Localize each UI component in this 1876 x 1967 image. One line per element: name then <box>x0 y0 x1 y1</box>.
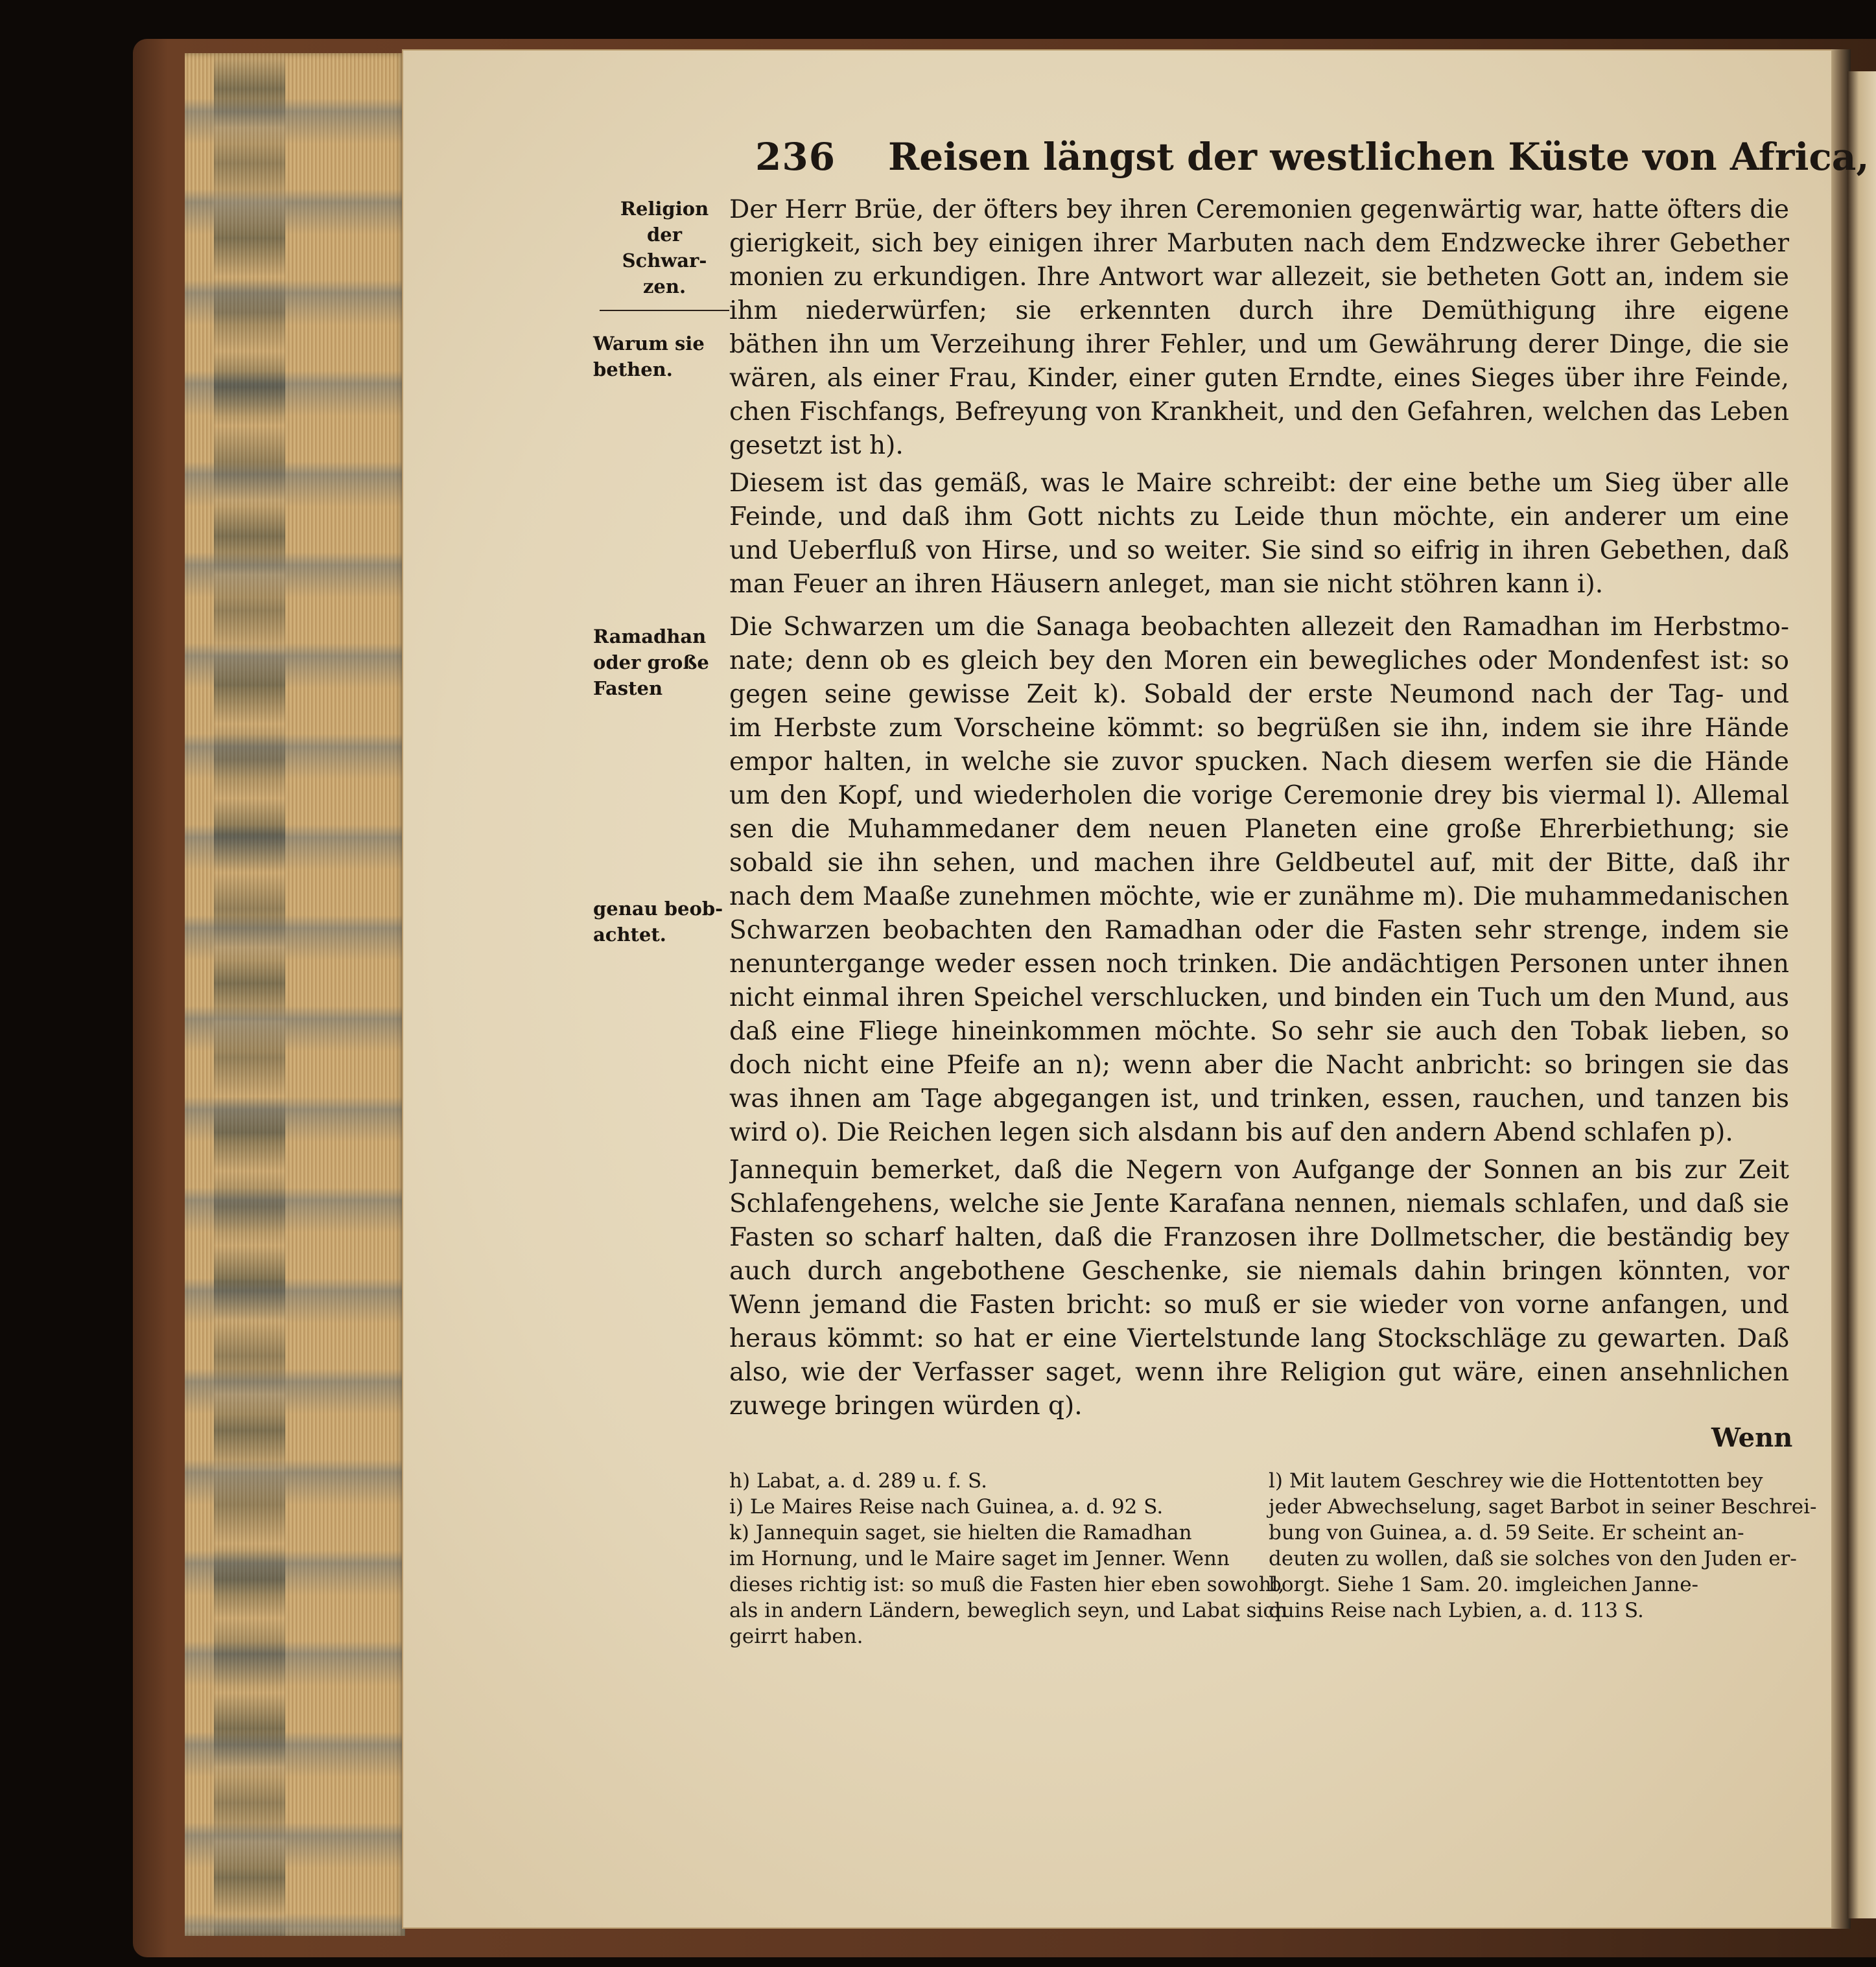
text-line: Feinde, und daß ihm Gott nichts zu Leide thun möchte, ein anderer um eine <box>729 502 1789 531</box>
text-line: gegen seine gewisse Zeit k). Sobald der erste Neumond nach der Tag- und <box>729 680 1789 709</box>
text-line: monien zu erkundigen. Ihre Antwort war allezeit, sie betheten Gott an, indem sie <box>729 262 1789 292</box>
text-line: zuwege bringen würden q). <box>729 1391 1083 1421</box>
text-line: Wenn jemand die Fasten bricht: so muß er sie wieder von vorne anfangen, und <box>729 1290 1789 1320</box>
margin-note-line: achtet. <box>593 924 666 946</box>
footnote-line: als in andern Ländern, beweglich seyn, und Labat sich <box>729 1599 1287 1622</box>
margin-brace-rule <box>600 310 729 311</box>
text-line: bäthen ihn um Verzeihung ihrer Fehler, und um Gewährung derer Dinge, die sie <box>729 330 1789 359</box>
footnote-line: im Hornung, und le Maire saget im Jenner. Wenn <box>729 1547 1230 1570</box>
text-line: nach dem Maaße zunehmen möchte, wie er zunähme m). Die muhammedanischen <box>729 882 1789 911</box>
margin-note-religion <box>609 196 720 299</box>
margin-note-line: Ramadhan <box>593 625 707 647</box>
margin-note-line: Schwar- <box>622 250 707 272</box>
footnotes-right <box>1269 1468 1817 1624</box>
footnote-line: deuten zu wollen, daß sie solches von den Juden er- <box>1269 1547 1797 1570</box>
text-line: heraus kömmt: so hat er eine Viertelstunde lang Stockschläge zu gewarten. Daß <box>729 1324 1789 1353</box>
catchword: Wenn <box>1711 1423 1793 1453</box>
text-line: Schlafengehens, welche sie Jente Karafana nennen, niemals schlafen, und daß sie <box>729 1189 1789 1218</box>
paragraph-3 <box>729 611 1789 1150</box>
margin-note-line: Fasten <box>593 677 663 699</box>
margin-note-line: zen. <box>642 275 686 297</box>
text-line: was ihnen am Tage abgegangen ist, und trinken, essen, rauchen, und tanzen bis <box>729 1084 1789 1113</box>
margin-note-line: Religion <box>620 198 709 220</box>
text-line: sen die Muhammedaner dem neuen Planeten eine große Ehrerbiethung; sie <box>729 815 1789 844</box>
text-line: Fasten so scharf halten, daß die Franzosen ihre Dollmetscher, die beständig bey <box>729 1223 1789 1252</box>
paragraph-1 <box>729 193 1789 463</box>
margin-note-ramadhan <box>593 623 709 701</box>
text-line: ihm niederwürfen; sie erkennten durch ihre Demüthigung ihre eigene <box>729 296 1789 325</box>
text-line: nate; denn ob es gleich bey den Moren ein bewegliches oder Mondenfest ist: so <box>729 646 1789 675</box>
text-line: auch durch angebothene Geschenke, sie niemals dahin bringen könnten, vor <box>729 1257 1789 1286</box>
text-line: Der Herr Brüe, der öfters bey ihren Ceremonien gegenwärtig war, hatte öfters die <box>729 195 1789 224</box>
text-line: also, wie der Verfasser saget, wenn ihre Religion gut wäre, einen ansehnlichen <box>729 1358 1789 1387</box>
footnote-line: jeder Abwechselung, saget Barbot in seiner Beschrei- <box>1269 1495 1817 1519</box>
text-line: nenuntergange weder essen noch trinken. Die andächtigen Personen unter ihnen <box>729 949 1789 979</box>
footnote-line: h) Labat, a. d. 289 u. f. S. <box>729 1469 987 1493</box>
margin-note-line: der <box>646 224 682 246</box>
text-line: Diesem ist das gemäß, was le Maire schreibt: der eine bethe um Sieg über alle <box>729 469 1789 498</box>
footnote-line: dieses richtig ist: so muß die Fasten hier eben sowohl, <box>729 1573 1285 1596</box>
running-head: Reisen längst der westlichen Küste von Africa, <box>888 135 1870 179</box>
margin-note-warum <box>593 331 705 382</box>
text-line: Schwarzen beobachten den Ramadhan oder die Fasten sehr strenge, indem sie <box>729 916 1789 945</box>
text-line: daß eine Fliege hineinkommen möchte. So sehr sie auch den Tobak lieben, so <box>729 1017 1789 1046</box>
paragraph-4 <box>729 1154 1789 1423</box>
text-line: wären, als einer Frau, Kinder, einer guten Erndte, eines Sieges über ihre Feinde, <box>729 364 1789 393</box>
facing-page-edge <box>1847 71 1876 1918</box>
margin-note-line: bethen. <box>593 358 673 380</box>
text-line: und Ueberfluß von Hirse, und so weiter. Sie sind so eifrig in ihren Gebethen, daß <box>729 536 1789 565</box>
text-line: um den Kopf, und wiederholen die vorige Ceremonie drey bis viermal l). Allemal <box>729 781 1789 810</box>
text-line: wird o). Die Reichen legen sich alsdann bis auf den andern Abend schlafen p). <box>729 1118 1733 1147</box>
text-line: empor halten, in welche sie zuvor spucken. Nach diesem werfen sie die Hände <box>729 747 1789 776</box>
margin-note-line: oder große <box>593 651 709 673</box>
footnote-line: geirrt haben. <box>729 1625 863 1648</box>
page-edges-shading <box>214 53 285 1936</box>
footnote-line: k) Jannequin saget, sie hielten die Ramadhan <box>729 1521 1192 1544</box>
text-line: Die Schwarzen um die Sanaga beobachten allezeit den Ramadhan im Herbstmo- <box>729 612 1789 642</box>
margin-note-line: genau beob- <box>593 898 723 920</box>
footnote-line: l) Mit lautem Geschrey wie die Hottentotten bey <box>1269 1469 1763 1493</box>
margin-note-line: Warum sie <box>593 332 705 355</box>
text-line: im Herbste zum Vorscheine kömmt: so begrüßen sie ihn, indem sie ihre Hände <box>729 714 1789 743</box>
footnote-line: bung von Guinea, a. d. 59 Seite. Er scheint an- <box>1269 1521 1744 1544</box>
footnotes-left <box>729 1468 1287 1649</box>
footnote-line: borgt. Siehe 1 Sam. 20. imgleichen Janne- <box>1269 1573 1699 1596</box>
text-line: gesetzt ist h). <box>729 431 904 460</box>
footnote-line: i) Le Maires Reise nach Guinea, a. d. 92 S. <box>729 1495 1164 1519</box>
text-line: sobald sie ihn sehen, und machen ihre Geldbeutel auf, mit der Bitte, daß ihr <box>729 848 1789 878</box>
text-line: chen Fischfangs, Befreyung von Krankheit, und den Gefahren, welchen das Leben <box>729 397 1789 426</box>
text-line: Jannequin bemerket, daß die Negern von Aufgange der Sonnen an bis zur Zeit <box>729 1156 1789 1185</box>
text-line: nicht einmal ihren Speichel verschlucken, und binden ein Tuch um den Mund, aus <box>729 983 1789 1012</box>
text-line: gierigkeit, sich bey einigen ihrer Marbuten nach dem Endzwecke ihrer Gebether <box>729 229 1789 258</box>
text-line: doch nicht eine Pfeife an n); wenn aber die Nacht anbricht: so bringen sie das <box>729 1051 1789 1080</box>
paragraph-2 <box>729 467 1789 601</box>
footnote-line: quins Reise nach Lybien, a. d. 113 S. <box>1269 1599 1644 1622</box>
page-number: 236 <box>755 135 836 179</box>
margin-note-genau <box>593 896 723 948</box>
text-line: man Feuer an ihren Häusern anleget, man sie nicht stöhren kann i). <box>729 570 1604 599</box>
